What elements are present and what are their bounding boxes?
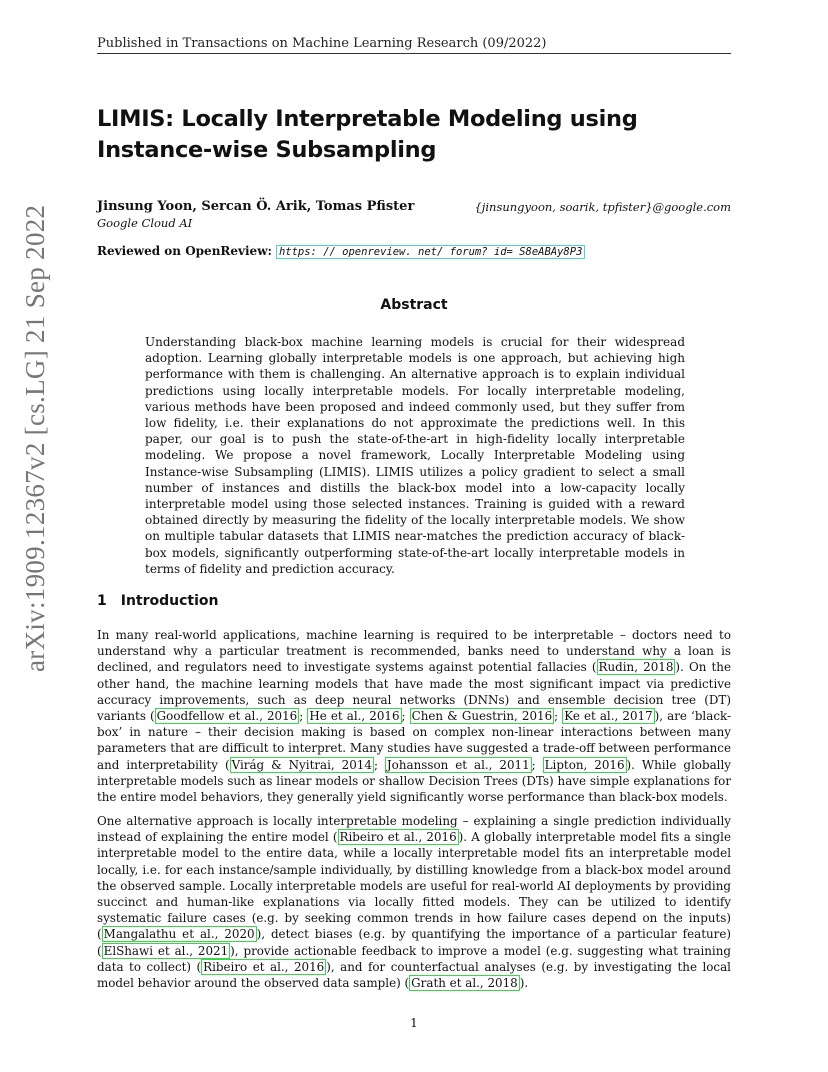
citation-link[interactable]: Virág & Nyitrai, 2014 [231, 757, 372, 772]
text-run: ). On the other hand, the machine learning models that have made the most significant impact via predictive accuracy improvements, such as deep neural networks (DNNs) and ensemble decision tree (DT) variants ( [97, 660, 731, 724]
intro-paragraph-2 [97, 813, 731, 991]
text-run: ), and for counterfactual analyses (e.g. by investigating the local model behavior around the observed data sample) ( [97, 959, 731, 991]
text-run: In many real-world applications, machine learning is required to be interpretable – doctors need to understand why a particular treatment is recommended, banks need to understand why a loan is declined, and regulators need to investigate systems against potential fallacies ( [97, 628, 731, 675]
citation-separator: ; [299, 709, 308, 724]
citation-link[interactable]: Grath et al., 2018 [411, 976, 518, 991]
citation-link[interactable]: Goodfellow et al., 2016 [156, 709, 298, 724]
citation-separator: ; [554, 709, 563, 724]
review-line [97, 244, 585, 258]
header-rule [97, 53, 731, 54]
citation-link[interactable]: ElShawi et al., 2021 [103, 943, 229, 958]
review-label: Reviewed on OpenReview: [97, 244, 272, 258]
citation-separator: ; [531, 757, 543, 772]
text-run: ). A globally interpretable model fits a single interpretable model to the entire data, while a locally interpretable model fits an interpretable model locally, i.e. for each instance/sample individually, by distilling knowledge from a black-box model around the observed sample. Locally interpretable models are useful for real-world AI deployments by providing succinct and human-like explanations via locally fitted models. They can be utilized to identify systematic failure cases (e.g. by seeking common trends in how failure cases depend on the inputs) ( [97, 830, 731, 942]
citation-link[interactable]: Ribeiro et al., 2016 [339, 830, 457, 845]
text-run: ), provide actionable feedback to improve a model (e.g. suggesting what training data to collect) ( [97, 943, 731, 974]
citation-link[interactable]: Chen & Guestrin, 2016 [411, 709, 553, 724]
section-heading-introduction [97, 593, 219, 609]
citation-separator: ; [401, 709, 410, 724]
section-title: Introduction [120, 593, 219, 609]
openreview-link[interactable]: https: // openreview. net/ forum? id= S8eABAy8P3 [276, 245, 585, 259]
text-run: ), are ‘black-box’ in nature – their decision making is based on complex non-linear interactions between many parameters that are difficult to interpret. Many studies have suggested a trade-off between performance and interpretability ( [97, 709, 731, 772]
text-run: One alternative approach is locally interpretable modeling – explaining a single prediction individually instead of explaining the entire model ( [97, 814, 731, 845]
affiliation: Google Cloud AI [97, 216, 193, 230]
author-emails: {jinsungyoon, soarik, tpfister}@google.com [474, 200, 731, 214]
text-run: ), detect biases (e.g. by quantifying the importance of a particular feature) ( [97, 927, 731, 958]
citation-link[interactable]: Mangalathu et al., 2020 [103, 927, 255, 942]
abstract-text: Understanding black-box machine learning models is crucial for their widespread adoption. Learning globally interpretable models is one approach, but achieving high performance with them is challenging. An alternative approach is to explain individual predictions using locally interpretable models. For locally interpretable modeling, various methods have been proposed and indeed commonly used, but they suffer from low fidelity, i.e. their explanations do not approximate the predictions well. In this paper, our goal is to push the state-of-the-art in high-fidelity locally interpretable modeling. We propose a novel framework, Locally Interpretable Modeling using Instance-wise Subsampling (LIMIS). LIMIS utilizes a policy gradient to select a small number of instances and distills the black-box model into a low-capacity locally interpretable model using those selected instances. Training is guided with a reward obtained directly by measuring the fidelity of the locally interpretable models. We show on multiple tabular datasets that LIMIS near-matches the prediction accuracy of black-box models, significantly outperforming state-of-the-art locally interpretable models in terms of fidelity and prediction accuracy. [145, 335, 685, 576]
section-number: 1 [97, 593, 107, 609]
citation-link[interactable]: Ribeiro et al., 2016 [203, 959, 325, 974]
page-number: 1 [410, 1016, 418, 1030]
arxiv-stamp: arXiv:1909.12367v2 [cs.LG] 21 Sep 2022 [20, 204, 50, 672]
citation-link[interactable]: Rudin, 2018 [598, 660, 674, 675]
author-list: Jinsung Yoon, Sercan Ö. Arik, Tomas Pfister [97, 199, 415, 214]
intro-paragraph-1 [97, 627, 731, 805]
citation-link[interactable]: Ke et al., 2017 [564, 709, 653, 724]
text-run: ). [519, 976, 529, 991]
citation-link[interactable]: He et al., 2016 [309, 709, 400, 724]
text-run: ). While globally interpretable models such as linear models or shallow Decision Trees (DTs) have simple explanations for the entire model behaviors, they generally yield significantly worse performance than black-box models. [97, 757, 731, 805]
citation-link[interactable]: Johansson et al., 2011 [386, 757, 530, 772]
citation-link[interactable]: Lipton, 2016 [544, 757, 625, 772]
citation-separator: ; [373, 757, 385, 772]
running-header: Published in Transactions on Machine Learning Research (09/2022) [97, 36, 547, 51]
abstract-heading: Abstract [380, 297, 448, 313]
paper-title: LIMIS: Locally Interpretable Modeling using Instance-wise Subsampling [97, 106, 638, 163]
